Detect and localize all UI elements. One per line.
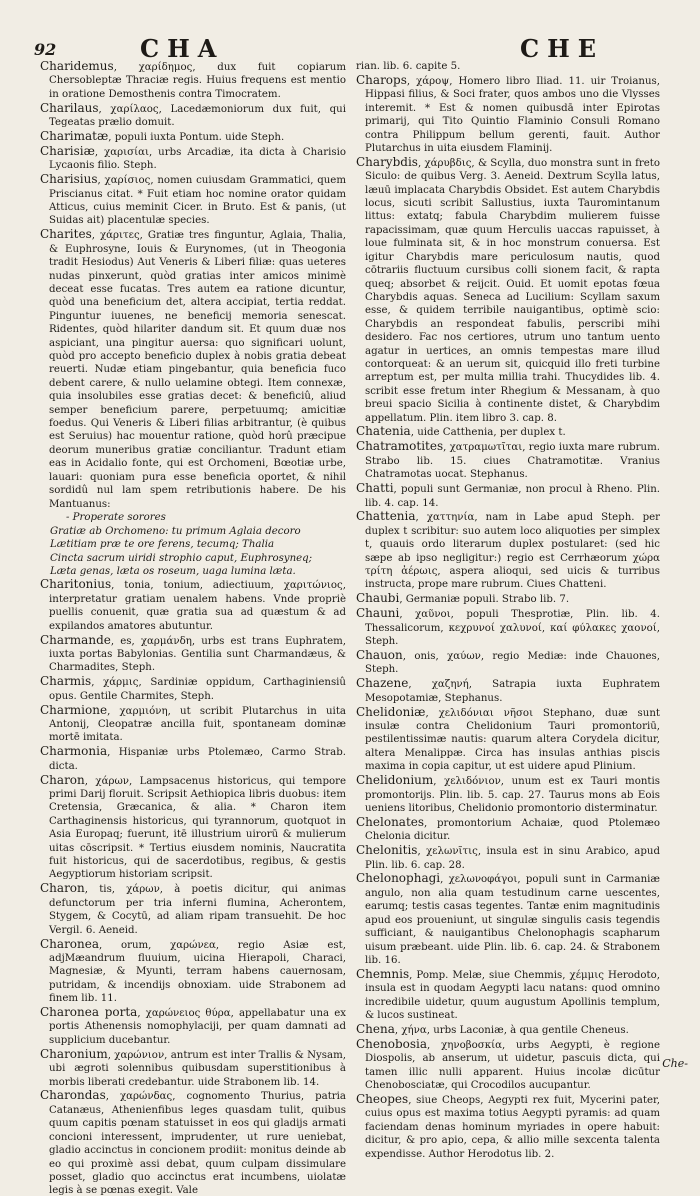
entry-headword: Charon — [40, 881, 85, 896]
entry-headword: Charops — [356, 72, 407, 87]
verse-line: - Properate sorores — [66, 512, 166, 524]
dictionary-entry — [356, 1038, 660, 1093]
entry-text: , χαρισίαι, urbs Arcadiæ, ita dicta à Charisio Lycaonis filio. Steph. — [49, 146, 346, 172]
entry-text: , χάρυβδις, & Scylla, duo monstra sunt in freto Siculo: de quibus Verg. 3. Aeneid. Dextrum Scylla latus, læuū implacata Charybdis Obsidet. Est autem Charybdis locus, sicuti scribit Sallustius, iuxta Tauromintanum littus: extatq; fabula Charybdim mulierem fuisse rapacissimam, quæ quum Herculis uaccas rapuisset, à loue fulminata sit, & in hoc monstrum conuersa. Est igitur Charybdis mare periculosum nautis, quod cōtrariis fluctuum cursibus colli sionem facit, & rapta queq; absorbet & reijcit. Ouid. Et uomit epotas fœua Charybdis aquas. Seneca ad Lucilium: Scyllam saxum esse, & quidem terribile nauigantibus, optimè scio: Charybdis an respondeat fabulis, perscribi mihi desidero. Fac nos certiores, utrum uno tantum uento agatur in uertices, an omnis tempestas mare illud contorqueat: & an uerum sit, quicquid illo freti turbine arreptum est, per multa millia trahi. Thucydides lib. 4. scribit esse fretum inter Rhegium & Messanam, à quo breui spacio Sicilia à continente distet, & Charybdim appellatum. Plin. item libro 3. cap. 8. — [365, 157, 660, 424]
page-number: 92 — [34, 40, 57, 59]
entry-text: , χατραμωτῖται, regio iuxta mare rubrum. Strabo lib. 15. ciues Chatramotitæ. Vranius Chatramotas uocat. Stephanus. — [365, 442, 660, 481]
entry-text: , es, χαρμάνδη, urbs est trans Euphratem, iuxta portas Babylonias. Gentilia sunt Charmandæus, & Charmadites, Steph. — [49, 635, 346, 674]
entry-headword: Chelonitis — [356, 843, 418, 858]
entry-text: , χαζηνή, Satrapia iuxta Euphratem Mesopotamiæ, Stephanus. — [365, 679, 660, 704]
entry-text: , Germaniæ populi. Strabo lib. 7. — [399, 594, 570, 606]
entry-text: , χάροψ, Homero libro Iliad. 11. uir Troianus, Hippasi filius, & Soci frater, quos ambos uno die Vlysses interemit. * Est & nomen quibusdā inter Epirotas primarij, qui Tito Quintio Flaminio Consuli Romano contra Philippum bellum gerenti, fauit. Author Plutarchus in uita eiusdem Flaminij. — [365, 75, 660, 154]
entry-text: , Hispaniæ urbs Ptolemæo, Carmo Strab. dicta. — [49, 747, 346, 772]
entry-headword: Charmione — [40, 702, 108, 717]
entry-text: , χήνα, urbs Laconiæ, à qua gentile Cheneus. — [394, 1024, 629, 1036]
dictionary-entry — [356, 1023, 660, 1037]
entry-headword: Chemnis — [356, 966, 410, 981]
entry-headword: Charidemus — [40, 59, 114, 73]
entry-headword: Chatti — [356, 481, 394, 496]
entry-text: , χελωνοφάγοι, populi sunt in Carmaniæ angulo, non alia quam testudinum carne uescentes, earumq; testis casas tegentes. Tantæ enim magnitudinis apud eos proueniunt, ut singulæ singulis casis tegendis sufficiant, & nauigantibus Chelonophagis scapharum uisum præbeant. uide Plin. lib. 6. cap. 24. & Strabonem lib. 16. — [365, 874, 660, 966]
entry-text: , χάρων, Lampsacenus historicus, qui tempore primi Darij floruit. Scripsit Aethiopica libris duobus: item Cretensia, Græcanica, & alia. * Charon item Carthaginensis historicus, qui tyrannorum, quotquot in Asia Europaq; fuerunt, itē illustrium uirorū & mulierum uitas cōscripsit. * Tertius eiusdem nominis, Naucratita fuit historicus, qui de sacerdotibus, regibus, & gestis Aegyptiorum historiam scripsit. — [49, 775, 346, 881]
entry-text: , χαττηνία, nam in Labe apud Steph. per duplex t scribitur: suo autem loco aliquoties per simplex t, quauis ordo literarum duplex postularet: (sed hic sæpe ab ipso negligitur:) regio est Cerrhæorum χώρα τρίτη ἀέρωις, aspera alioqui, sed uicis & turribus instructa, prope mare rubrum. Ciues Chatteni. — [365, 512, 660, 591]
dictionary-entry — [356, 1093, 660, 1161]
entry-headword: Charmonia — [40, 744, 108, 759]
entry-headword: Charitonius — [40, 577, 112, 592]
dictionary-entry — [356, 592, 660, 606]
dictionary-entry — [40, 228, 346, 511]
verse-line: Gratiæ ab Orchomeno: tu primum Aglaia decoro — [50, 525, 301, 537]
entry-headword: Charilaus — [40, 100, 99, 115]
dictionary-entry — [40, 578, 346, 633]
entry-text: , χελιδόνιαι νῆσοι Stephano, duæ sunt insulæ contra Chelidonium Tauri promontoriū, pestilentissimæ nautis: quarum altera Corydela dicitur, altera Menalippæ. Circa has insulas anthias piscis maxima in copia capitur, ut est uidere apud Plinium. — [365, 707, 660, 773]
entry-headword: Charimatæ — [40, 129, 109, 144]
dictionary-entry — [40, 60, 346, 101]
verse-line: Cincta sacrum uiridi strophio caput, Euphrosyneq; — [50, 552, 313, 564]
entry-text: , χηνοβοσκία, urbs Aegypti, è regione Diospolis, ab anserum, ut uidetur, pascuis dicta, qui tamen illic nulli apparent. Huius incolæ dicūtur Chenobosciatæ, qui Crocodilos aucupantur. — [365, 1039, 660, 1092]
entry-headword: Chatramotites — [356, 439, 444, 454]
right-column — [356, 60, 660, 1162]
entry-headword: Charondas — [40, 1088, 106, 1103]
entry-text: , siue Cheops, Aegypti rex fuit, Mycerini pater, cuius opus est maxima totius Aegypti pyramis: ad quam faciendam denas hominum myriades in opere habuit: dicitur, & pro apio, cepa, & allio mille sexcenta talenta expendisse. Author Herodotus lib. 2. — [365, 1094, 660, 1160]
entry-text: , populi iuxta Pontum. uide Steph. — [108, 132, 285, 144]
dictionary-entry — [356, 482, 660, 510]
entry-headword: Charonea — [40, 936, 100, 951]
dictionary-entry — [40, 938, 346, 1006]
entry-text: , Pomp. Melæ, siue Chemmis, χέμμις Herodoto, insula est in quodam Aegypti lacu natans: quod omnino incredibile uidetur, quum augustum Apollinis templum, & lucos sustineat. — [365, 969, 660, 1022]
dictionary-entry — [356, 440, 660, 481]
left-column — [40, 60, 346, 1196]
entry-text: , uide Catthenia, per duplex t. — [410, 427, 566, 439]
entry-text: , χαρμιόνη, ut scribit Plutarchus in uita Antonij, Cleopatræ ancilla fuit, spontaneam dominæ mortē imitata. — [49, 705, 346, 744]
entry-headword: Charmis — [40, 674, 92, 689]
dictionary-entry — [40, 173, 346, 228]
dictionary-entry — [356, 706, 660, 774]
dictionary-entry — [40, 882, 346, 937]
entry-headword: Charonium — [40, 1046, 108, 1061]
dictionary-entry — [40, 1006, 346, 1047]
dictionary-entry — [356, 74, 660, 155]
entry-headword: Charisiæ — [40, 143, 95, 158]
running-head-right: CHE — [520, 34, 605, 63]
entry-headword: Charmande — [40, 632, 111, 647]
dictionary-entry — [356, 872, 660, 967]
dictionary-entry — [40, 774, 346, 882]
dictionary-entry — [40, 745, 346, 773]
entry-text: , onis, χαύων, regio Mediæ: inde Chauones, Steph. — [365, 650, 660, 676]
entry-text: , χάρμις, Sardiniæ oppidum, Carthaginiensiû opus. Gentile Charmites, Steph. — [49, 677, 346, 702]
entry-headword: Chaubi — [356, 591, 400, 606]
entry-text: , χελιδόνιον, unum est ex Tauri montis promontorijs. Plin. lib. 5. cap. 27. Taurus mons ab Eois ueniens litoribus, Chelidonio promontorio disterminatur. — [365, 776, 660, 814]
entry-headword: Charon — [40, 772, 85, 787]
dictionary-entry — [356, 649, 660, 677]
dictionary-entry: rian. lib. 6. capite 5. — [356, 61, 461, 72]
verse-line: Læta genas, læta os roseum, uaga lumina læta. — [50, 566, 296, 578]
entry-text: , χάριτες, Gratiæ tres finguntur, Aglaia, Thalia, & Euphrosyne, Iouis & Eurynomes, (ut in Theogonia tradit Hesiodus) Aut Veneris & Liberi filiæ: quas ueteres nudas pinxerunt, quòd gratias inter amicos minimè deceat esse fucatas. Tres autem ea ratione dicuntur, quòd una beneficium det, altera accipiat, tertia reddat. Pinguntur iuuenes, ne beneficij memoria senescat. Ridentes, quòd hilariter dandum sit. Et quum duæ nos aspiciant, una pingitur auersa: quo significari uolunt, quòd pro accepto beneficio duplex à nobis gratia debeat reuerti. Nudæ etiam pingebantur, quia beneficia fuco debent carere, & nullo uelamine obtegi. Item connexæ, quia insolubiles esse gratias decet: & beneficiû, aliud semper beneficium parere, perpetuumq; amicitiæ foedus. Qui Veneris & Liberi filias arbitrantur, (è quibus est Seruius) hac mouentur ratione, quòd horû præcipue deorum muneribus gratiæ conciliantur. Tradunt etiam eas in Acidalio fonte, qui est Orchomeni, Bœotiæ urbe, lauari: quoniam pura esse beneficia oportet, & nihil sordidû nul lam spem retributionis habere. De his Mantuanus: — [49, 230, 346, 510]
dictionary-entry — [356, 816, 660, 844]
entry-text: , χαρώνειος θύρα, appellabatur una ex portis Athenensis nomophylaciji, per quam damnati ad supplicium ducebantur. — [49, 1008, 346, 1046]
entry-headword: Chelonophagi — [356, 871, 441, 886]
entry-headword: Chattenia — [356, 509, 416, 524]
entry-headword: Charonea porta — [40, 1005, 138, 1020]
entry-headword: Chatenia — [356, 424, 411, 439]
entry-headword: Chelidoniæ — [356, 704, 426, 719]
dictionary-entry — [40, 675, 346, 703]
dictionary-entry — [40, 634, 346, 675]
entry-headword: Chelonates — [356, 814, 425, 829]
entry-text: , χαρώνιον, antrum est inter Trallis & Nysam, ubi ægroti solennibus quibusdam superstitionibus à morbis liberati credebantur. uide Strabonem lib. 14. — [49, 1049, 346, 1088]
entry-headword: Chauni — [356, 606, 400, 621]
entry-text: , tis, χάρων, à poetis dicitur, qui animas defunctorum per tria inferni flumina, Acherontem, Stygem, & Cocytū, ad aliam ripam transuehit. De hoc Vergil. 6. Aeneid. — [49, 884, 346, 936]
dictionary-entry — [40, 145, 346, 173]
entry-headword: Chena — [356, 1021, 395, 1036]
entry-text: , χελωνῖτις, insula est in sinu Arabico, apud Plin. lib. 6. cap. 28. — [365, 846, 660, 871]
entry-headword: Chazene — [356, 676, 409, 691]
entry-headword: Chauon — [356, 647, 403, 662]
entry-headword: Charisius — [40, 172, 98, 187]
dictionary-entry — [356, 968, 660, 1023]
entry-text: , χαρίλαος, Lacedæmoniorum dux fuit, qui Tegeatas prælio domuit. — [49, 103, 346, 129]
dictionary-entry — [356, 774, 660, 815]
entry-text: , populi sunt Germaniæ, non procul à Rheno. Plin. lib. 4. cap. 14. — [365, 484, 660, 509]
entry-text: , χαρώνδας, cognomento Thurius, patria Catanæus, Athenienfibus leges quasdam tulit, quibus quum capitis pœnam statuisset in eos qui gladijs armati concioni interessent, imprudenter, ut rure ueniebat, gladio accinctus in concionem prodiit: monitus deinde ab eo qui proximè assi debat, quum culpam dissimulare posset, gladio quo accinctus erat incumbens, uiolatæ legis à se pœnas exegit. Vale — [49, 1091, 346, 1196]
entry-text: , orum, χαρώνεα, regio Asiæ est, adjMæandrum fluuium, uicina Hierapoli, Characi, Magnesiæ, & Myunti, terram habens cauernosam, putridam, & incendijs obnoxiam. uide Strabonem ad finem lib. 11. — [49, 939, 346, 1005]
verse-line: Lætitiam præ te ore ferens, tecumq; Thalia — [50, 539, 275, 551]
entry-text: , tonia, tonium, adiectiuum, χαριτώνιος, interpretatur gratiam uenalem habens. Vnde propriè puellis conuenit, quæ gratia sua ad quæstum & ad expilandos amatores abutuntur. — [49, 580, 346, 632]
entry-headword: Charybdis — [356, 154, 418, 169]
dictionary-entry — [40, 704, 346, 745]
entry-text: , χαρίσιος, nomen cuiusdam Grammatici, quem Priscianus citat. * Fuit etiam hoc nomine orator quidam Atticus, cuius meminit Cicer. in Bruto. Est & panis, (ut Suidas ait) placentulæ species. — [49, 175, 346, 227]
entry-text: , χαῦνοι, populi Thesprotiæ, Plin. lib. 4. Thessalicorum, κεχρυνοί χαλυνοί, καί φύλακες χαονοί, Steph. — [365, 609, 660, 648]
running-head-left: CHA — [140, 34, 225, 63]
entry-headword: Cheopes — [356, 1091, 409, 1106]
entry-headword: Charites — [40, 227, 92, 242]
dictionary-entry — [40, 130, 346, 144]
dictionary-entry — [356, 677, 660, 705]
entry-headword: Chenobosia — [356, 1036, 428, 1051]
entry-text: , promontorium Achaiæ, quod Ptolemæo Chelonia dicitur. — [365, 817, 660, 843]
entry-headword: Chelidonium — [356, 773, 434, 788]
dictionary-entry — [40, 1089, 346, 1196]
dictionary-entry — [356, 510, 660, 591]
dictionary-entry — [40, 1048, 346, 1089]
dictionary-entry — [356, 844, 660, 872]
entry-text: , χαρίδημος, dux fuit copiarum Chersobleptæ Thraciæ regis. Huius frequens est mentio in oratione Demosthenis contra Timocratem. — [49, 62, 346, 100]
catchword: Che- — [662, 1057, 688, 1070]
dictionary-entry — [356, 607, 660, 648]
dictionary-entry — [356, 156, 660, 425]
dictionary-entry — [356, 425, 660, 439]
dictionary-entry — [40, 102, 346, 130]
